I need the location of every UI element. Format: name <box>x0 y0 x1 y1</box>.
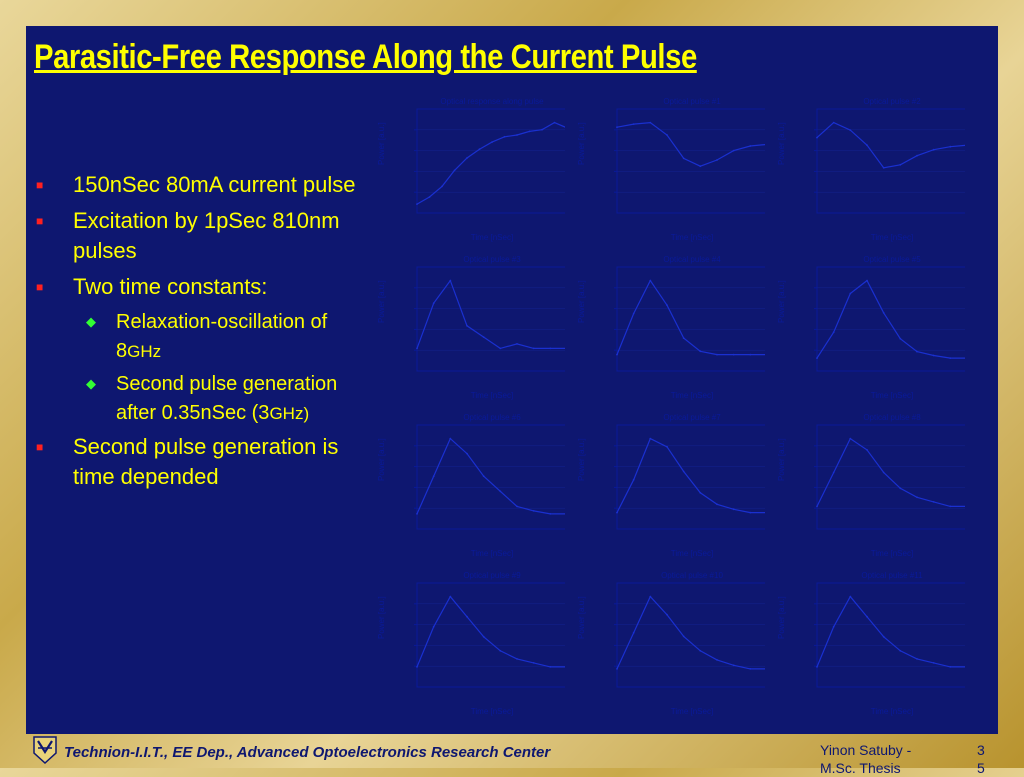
y-axis-label: Power [a.u.] <box>577 438 586 481</box>
chart-subplot <box>575 253 765 403</box>
data-point <box>749 512 751 514</box>
data-point <box>866 280 868 282</box>
slide-title: Parasitic-Free Response Along the Current Pulse <box>34 38 697 76</box>
square-bullet-icon: ■ <box>36 280 44 294</box>
data-point <box>883 636 885 638</box>
data-point <box>683 471 685 473</box>
data-point <box>949 357 951 359</box>
series-line <box>417 123 565 205</box>
bullet-text: Second pulse generation is time depended <box>73 434 339 489</box>
data-point <box>666 614 668 616</box>
sub-bullet-text <box>116 370 356 428</box>
data-point <box>749 354 751 356</box>
data-point <box>416 348 418 350</box>
data-point <box>616 512 618 514</box>
bullet-list <box>36 170 356 498</box>
plot-frame <box>617 583 765 687</box>
data-point <box>933 501 935 503</box>
chart-subplot <box>775 569 965 719</box>
data-point <box>949 146 951 148</box>
chart-svg <box>375 411 565 561</box>
plot-frame <box>417 267 565 371</box>
sub-bullet-main: Relaxation-oscillation of 8 <box>116 311 328 362</box>
data-point <box>499 490 501 492</box>
series-line <box>417 281 565 349</box>
data-point <box>429 196 431 198</box>
footer-author-line: M.Sc. Thesis <box>820 760 901 776</box>
data-point <box>849 129 851 131</box>
data-point <box>633 313 635 315</box>
chart-subplot <box>375 253 565 403</box>
page-number-line: 3 <box>977 742 985 758</box>
data-point <box>883 472 885 474</box>
data-point <box>549 348 551 350</box>
chart-svg <box>775 253 965 403</box>
data-point <box>899 650 901 652</box>
technion-logo-icon <box>33 736 57 764</box>
chart-subplot <box>375 569 565 719</box>
data-point <box>666 304 668 306</box>
data-point <box>649 596 651 598</box>
plot-frame <box>417 583 565 687</box>
page-number <box>977 741 991 777</box>
data-point <box>454 170 456 172</box>
x-axis-label: Time [nSec] <box>870 707 914 716</box>
data-point <box>833 331 835 333</box>
series-line <box>417 597 565 667</box>
chart-svg <box>575 411 765 561</box>
data-point <box>683 636 685 638</box>
chart-subplot <box>375 95 565 245</box>
chart-svg <box>575 253 765 403</box>
chart-title: Optical pulse #6 <box>463 413 521 422</box>
data-point <box>733 354 735 356</box>
data-point <box>483 475 485 477</box>
data-point <box>666 446 668 448</box>
y-axis-label: Power [a.u.] <box>377 280 386 323</box>
data-point <box>733 508 735 510</box>
chart-svg <box>775 569 965 719</box>
data-point <box>883 312 885 314</box>
chart-svg <box>375 569 565 719</box>
data-point <box>933 149 935 151</box>
data-point <box>816 357 818 359</box>
bullet-item <box>36 170 356 200</box>
data-point <box>416 666 418 668</box>
y-axis-label: Power [a.u.] <box>577 122 586 165</box>
x-axis-label: Time [nSec] <box>470 233 514 242</box>
x-axis-label: Time [nSec] <box>670 549 714 558</box>
diamond-bullet-icon: ◆ <box>86 376 96 391</box>
data-point <box>616 668 618 670</box>
footer-author-line: Yinon Satuby - <box>820 742 912 758</box>
data-point <box>516 658 518 660</box>
data-point <box>649 280 651 282</box>
plot-frame <box>617 267 765 371</box>
data-point <box>449 438 451 440</box>
series-line <box>617 123 765 167</box>
series-line <box>817 597 965 667</box>
data-point <box>483 636 485 638</box>
data-point <box>866 144 868 146</box>
y-axis-label: Power [a.u.] <box>777 438 786 481</box>
chart-subplot <box>575 411 765 561</box>
data-point <box>649 122 651 124</box>
data-point <box>916 496 918 498</box>
plot-frame <box>417 425 565 529</box>
chart-title: Optical pulse #5 <box>863 255 921 264</box>
series-line <box>817 123 965 168</box>
series-line <box>817 281 965 359</box>
y-axis-label: Power [a.u.] <box>577 596 586 639</box>
chart-title: Optical pulse #1 <box>663 97 721 106</box>
chart-title: Optical pulse #2 <box>863 97 921 106</box>
data-point <box>499 348 501 350</box>
chart-svg <box>375 253 565 403</box>
chart-title: Optical response along pulse <box>440 97 544 106</box>
chart-subplot <box>775 411 965 561</box>
data-point <box>699 650 701 652</box>
data-point <box>516 343 518 345</box>
data-point <box>849 293 851 295</box>
data-point <box>749 145 751 147</box>
data-point <box>466 157 468 159</box>
chart-subplot <box>575 569 765 719</box>
plot-frame <box>417 109 565 213</box>
data-point <box>533 662 535 664</box>
data-point <box>449 596 451 598</box>
chart-title: Optical pulse #3 <box>463 255 521 264</box>
y-axis-label: Power [a.u.] <box>777 280 786 323</box>
data-point <box>666 134 668 136</box>
y-axis-label: Power [a.u.] <box>377 438 386 481</box>
data-point <box>916 658 918 660</box>
data-point <box>899 487 901 489</box>
data-point <box>633 123 635 125</box>
data-point <box>633 632 635 634</box>
data-point <box>549 513 551 515</box>
data-point <box>433 302 435 304</box>
bullet-item <box>36 432 356 492</box>
data-point <box>466 325 468 327</box>
data-point <box>633 479 635 481</box>
footer-author <box>820 741 940 777</box>
data-point <box>416 203 418 205</box>
data-point <box>733 150 735 152</box>
chart-svg <box>375 95 565 245</box>
plot-frame <box>617 425 765 529</box>
data-point <box>649 438 651 440</box>
data-point <box>616 126 618 128</box>
data-point <box>849 596 851 598</box>
figure-grid <box>375 95 975 720</box>
data-point <box>833 626 835 628</box>
data-point <box>466 453 468 455</box>
sub-bullet-text <box>116 308 356 366</box>
square-bullet-icon: ■ <box>36 440 44 454</box>
data-point <box>866 616 868 618</box>
bullet-text: Two time constants: <box>73 274 268 299</box>
plot-frame <box>617 109 765 213</box>
data-point <box>491 141 493 143</box>
square-bullet-icon: ■ <box>36 178 44 192</box>
data-point <box>899 338 901 340</box>
data-point <box>816 666 818 668</box>
data-point <box>433 626 435 628</box>
sub-bullet-unit: GHz <box>127 342 162 361</box>
chart-title: Optical pulse #9 <box>463 571 521 580</box>
data-point <box>529 131 531 133</box>
x-axis-label: Time [nSec] <box>470 549 514 558</box>
chart-subplot <box>375 411 565 561</box>
data-point <box>949 666 951 668</box>
chart-svg <box>775 95 965 245</box>
data-point <box>933 355 935 357</box>
series-line <box>617 439 765 513</box>
page-number-line: 5 <box>977 760 985 776</box>
data-point <box>816 506 818 508</box>
data-point <box>683 337 685 339</box>
data-point <box>866 449 868 451</box>
data-point <box>683 158 685 160</box>
series-line <box>417 439 565 514</box>
data-point <box>833 122 835 124</box>
chart-title: Optical pulse #4 <box>663 255 721 264</box>
x-axis-label: Time [nSec] <box>670 233 714 242</box>
data-point <box>716 659 718 661</box>
data-point <box>933 662 935 664</box>
x-axis-label: Time [nSec] <box>470 707 514 716</box>
plot-frame <box>817 583 965 687</box>
series-line <box>817 439 965 507</box>
chart-svg <box>575 569 765 719</box>
chart-subplot <box>775 95 965 245</box>
data-point <box>483 336 485 338</box>
data-point <box>699 492 701 494</box>
bullet-item <box>36 206 356 266</box>
series-line <box>617 597 765 669</box>
data-point <box>516 134 518 136</box>
chart-title: Optical pulse #10 <box>661 571 723 580</box>
chart-subplot <box>775 253 965 403</box>
data-point <box>849 438 851 440</box>
sub-bullet-main: Second pulse generation after 0.35nSec (3 <box>116 373 338 424</box>
data-point <box>716 354 718 356</box>
chart-title: Optical pulse #8 <box>863 413 921 422</box>
y-axis-label: Power [a.u.] <box>777 122 786 165</box>
data-point <box>949 506 951 508</box>
chart-svg <box>775 411 965 561</box>
data-point <box>533 510 535 512</box>
bullet-text: 150nSec 80mA current pulse <box>73 172 356 197</box>
data-point <box>416 513 418 515</box>
chart-title: Optical pulse #11 <box>861 571 923 580</box>
data-point <box>449 280 451 282</box>
data-point <box>916 155 918 157</box>
square-bullet-icon: ■ <box>36 214 44 228</box>
data-point <box>541 129 543 131</box>
data-point <box>554 122 556 124</box>
bullet-item <box>36 272 356 302</box>
data-point <box>816 137 818 139</box>
sub-bullet-item <box>86 370 356 428</box>
data-point <box>899 164 901 166</box>
series-line <box>617 281 765 355</box>
data-point <box>716 503 718 505</box>
x-axis-label: Time [nSec] <box>870 233 914 242</box>
data-point <box>466 616 468 618</box>
data-point <box>616 354 618 356</box>
sub-bullet-item <box>86 308 356 366</box>
x-axis-label: Time [nSec] <box>670 707 714 716</box>
data-point <box>716 159 718 161</box>
data-point <box>883 167 885 169</box>
y-axis-label: Power [a.u.] <box>777 596 786 639</box>
chart-svg <box>575 95 765 245</box>
data-point <box>833 472 835 474</box>
x-axis-label: Time [nSec] <box>470 391 514 400</box>
data-point <box>699 165 701 167</box>
x-axis-label: Time [nSec] <box>870 549 914 558</box>
x-axis-label: Time [nSec] <box>870 391 914 400</box>
data-point <box>504 136 506 138</box>
data-point <box>916 351 918 353</box>
data-point <box>533 348 535 350</box>
x-axis-label: Time [nSec] <box>670 391 714 400</box>
data-point <box>733 664 735 666</box>
data-point <box>433 475 435 477</box>
y-axis-label: Power [a.u.] <box>377 596 386 639</box>
data-point <box>749 668 751 670</box>
data-point <box>441 186 443 188</box>
data-point <box>699 350 701 352</box>
plot-frame <box>817 425 965 529</box>
chart-subplot <box>575 95 765 245</box>
chart-title: Optical pulse #7 <box>663 413 721 422</box>
sub-bullet-unit: GHz) <box>269 404 310 423</box>
footer-organization: Technion-I.I.T., EE Dep., Advanced Optoelectronics Research Center <box>64 744 551 761</box>
data-point <box>479 148 481 150</box>
data-point <box>499 650 501 652</box>
bullet-text: Excitation by 1pSec 810nm pulses <box>73 208 340 263</box>
data-point <box>549 666 551 668</box>
data-point <box>516 506 518 508</box>
y-axis-label: Power [a.u.] <box>377 122 386 165</box>
y-axis-label: Power [a.u.] <box>577 280 586 323</box>
diamond-bullet-icon: ◆ <box>86 314 96 329</box>
